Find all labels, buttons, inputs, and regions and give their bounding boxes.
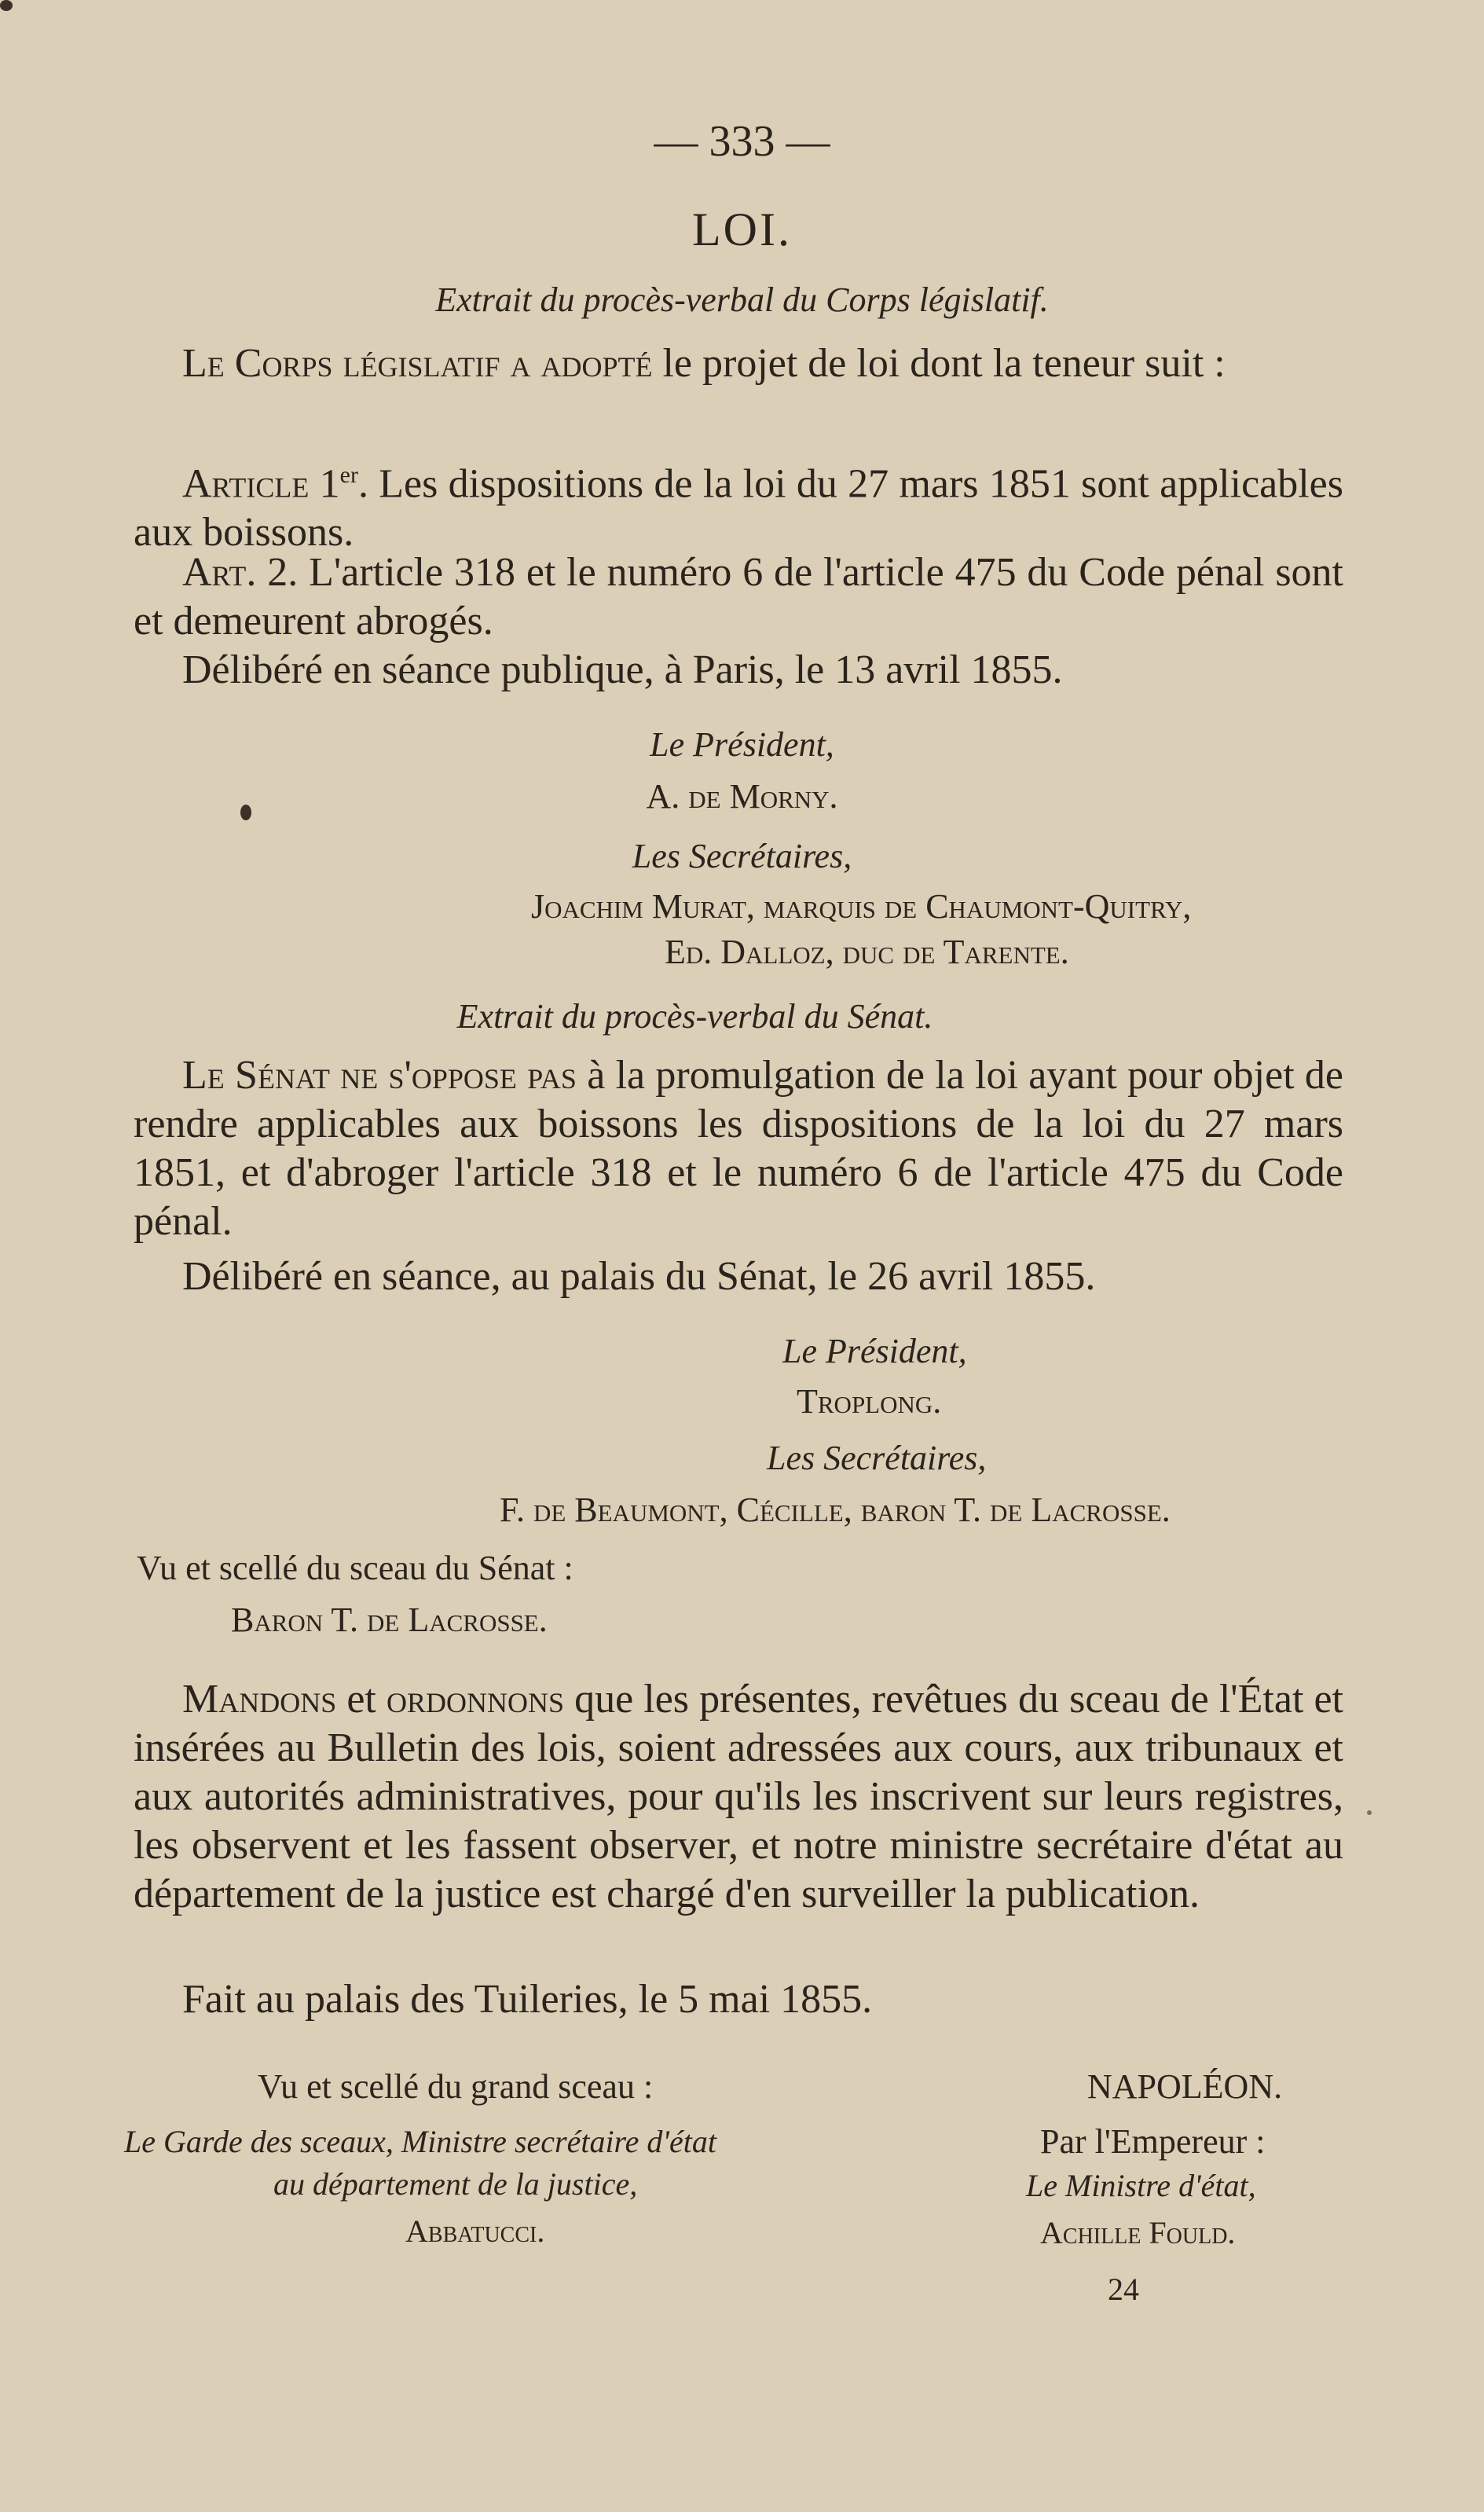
garde-name: Abbatucci. xyxy=(405,2213,545,2249)
senat-secretaries-line: F. de Beaumont, Cécille, baron T. de Lacrosse. xyxy=(500,1491,1171,1529)
corps-heading: Extrait du procès-verbal du Corps législatif. xyxy=(435,281,1049,319)
senat-seal-name: Baron T. de Lacrosse. xyxy=(231,1601,548,1639)
page-number: — 333 — xyxy=(654,117,830,166)
page-title: LOI. xyxy=(692,204,792,255)
senat-body-rest: à la promulgation de la loi ayant pour objet de rendre applicables aux boissons les dispositions de la loi du 27 mars 1851, et d'abroger l'article 318 et le numéro 6 de l'article 475 du Code pénal. xyxy=(134,1053,1344,1244)
senat-secretaries-label: Les Secrétaires, xyxy=(767,1439,987,1477)
corps-secretaries-line2: Ed. Dalloz, duc de Tarente. xyxy=(665,933,1069,971)
corps-intro-lead: Le Corps législatif a adopté xyxy=(182,341,653,386)
senat-body xyxy=(134,1051,1343,1246)
garde-role-line1: Le Garde des sceaux, Ministre secrétaire d'état xyxy=(124,2124,716,2159)
corps-deliberation xyxy=(134,646,1343,695)
senat-president-label: Le Président, xyxy=(782,1332,967,1370)
garde-role-line2: au département de la justice, xyxy=(273,2166,638,2202)
fait-line xyxy=(134,1975,1343,2024)
ministre-name: Achille Fould. xyxy=(1040,2215,1236,2250)
emperor-name: NAPOLÉON. xyxy=(1087,2067,1283,2106)
mandons-and: et xyxy=(336,1677,387,1722)
article-1-text: . Les dispositions de la loi du 27 mars 1851 sont applicables aux boissons. xyxy=(134,461,1343,556)
corps-intro-rest: le projet de loi dont la teneur suit : xyxy=(652,341,1226,386)
senat-deliberation-text: Délibéré en séance, au palais du Sénat, le 26 avril 1855. xyxy=(182,1254,1096,1299)
senat-body-lead: Le Sénat ne s'oppose pas xyxy=(182,1053,577,1098)
senat-deliberation xyxy=(134,1252,1343,1301)
ink-speck xyxy=(1367,1810,1372,1815)
ink-speck xyxy=(0,0,13,11)
grand-seal-line: Vu et scellé du grand sceau : xyxy=(258,2067,654,2106)
senat-seal-line: Vu et scellé du sceau du Sénat : xyxy=(137,1549,573,1587)
article-2-text: L'article 318 et le numéro 6 de l'article 475 du Code pénal sont et demeurent abrogés. xyxy=(134,550,1343,644)
senat-heading: Extrait du procès-verbal du Sénat. xyxy=(456,997,933,1036)
corps-secretaries-line1: Joachim Murat, marquis de Chaumont-Quitry, xyxy=(531,887,1192,926)
mandons-paragraph xyxy=(134,1675,1343,1919)
signature-mark: 24 xyxy=(1108,2272,1139,2307)
mandons-lead2: ordonnons xyxy=(386,1677,564,1722)
mandons-lead: Mandons xyxy=(182,1677,337,1722)
article-1 xyxy=(134,451,1343,557)
corps-secretaries-label: Les Secrétaires, xyxy=(632,837,852,875)
senat-president-name: Troplong. xyxy=(797,1382,942,1421)
article-2 xyxy=(134,548,1343,646)
corps-president-name: A. de Morny. xyxy=(646,777,838,816)
fait-text: Fait au palais des Tuileries, le 5 mai 1855. xyxy=(182,1977,873,2022)
corps-deliberation-text: Délibéré en séance publique, à Paris, le 13 avril 1855. xyxy=(182,647,1063,692)
par-empereur: Par l'Empereur : xyxy=(1040,2122,1266,2161)
mandons-rest: que les présentes, revêtues du sceau de l'État et insérées au Bulletin des lois, soient adressées aux cours, aux tribunaux et aux autorités administratives, pour qu'ils les inscrivent sur leurs registres, les observent et les fassent observer, et notre ministre secrétaire d'état au département de la justice est chargé d'en surveiller la publication. xyxy=(134,1677,1344,1916)
ministre-role: Le Ministre d'état, xyxy=(1026,2168,1256,2203)
article-2-lead: Art. 2. xyxy=(182,550,299,595)
ink-speck xyxy=(240,805,251,820)
article-1-sup: er xyxy=(339,462,358,488)
article-1-lead: Article 1 xyxy=(182,461,340,507)
corps-intro xyxy=(134,339,1343,388)
corps-president-label: Le Président, xyxy=(650,725,834,764)
